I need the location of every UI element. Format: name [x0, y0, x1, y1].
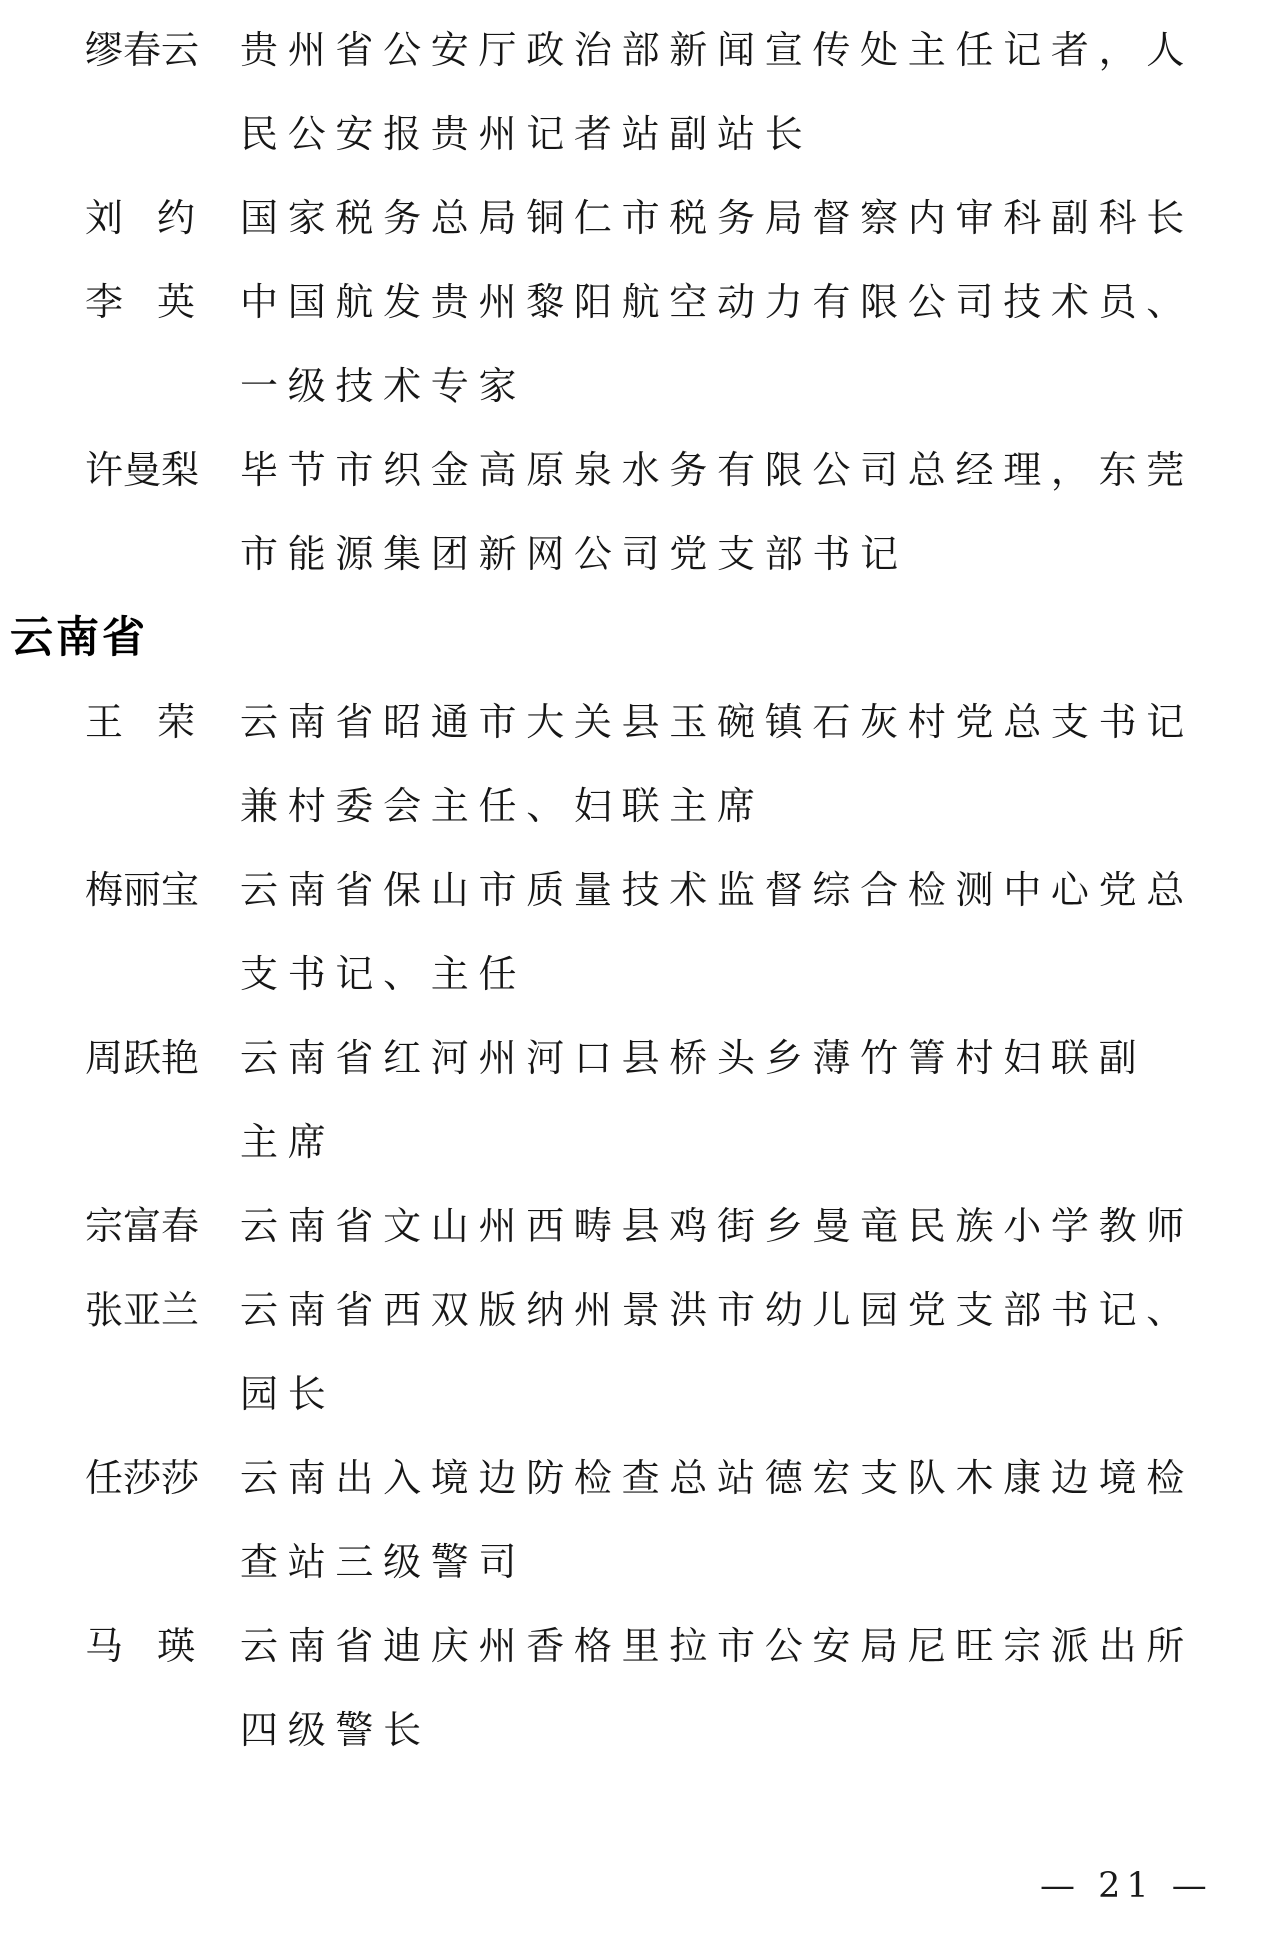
- entry-row: [0, 260, 1280, 428]
- honoree-list: [0, 8, 1280, 1772]
- entry-row: [0, 848, 1280, 1016]
- person-name: [85, 8, 200, 92]
- name-char: 李: [85, 280, 124, 324]
- name-char: 莎: [123, 1456, 162, 1500]
- person-name: [85, 680, 195, 764]
- position-line: 云南省迪庆州香格里拉市公安局尼旺宗派出所: [240, 1624, 1195, 1668]
- entry-row: [0, 428, 1280, 596]
- name-char: 约: [156, 196, 195, 240]
- name-char: 宝: [161, 868, 200, 912]
- entry-row: [0, 1436, 1280, 1604]
- position-line: 云南省文山州西畴县鸡街乡曼竜民族小学教师: [240, 1204, 1195, 1248]
- name-char: 许: [85, 448, 124, 492]
- position-lines: [240, 1268, 1280, 1436]
- position-lines: [240, 1436, 1280, 1604]
- name-char: 周: [85, 1036, 124, 1080]
- person-name: [85, 848, 200, 932]
- position-line: 云南省昭通市大关县玉碗镇石灰村党总支书记: [240, 700, 1195, 744]
- entry-row: [0, 8, 1280, 176]
- province-header: 云南省: [10, 613, 148, 663]
- name-char: 张: [85, 1288, 124, 1332]
- entry-row: [0, 1016, 1280, 1184]
- entry-row: [0, 176, 1280, 260]
- person-name: [85, 1604, 195, 1688]
- name-char: 跃: [123, 1036, 162, 1080]
- position-line: 园长: [240, 1372, 336, 1416]
- name-char: 英: [156, 280, 195, 324]
- name-char: 瑛: [156, 1624, 195, 1668]
- position-line: 云南省西双版纳州景洪市幼儿园党支部书记、: [240, 1288, 1195, 1332]
- position-line: 国家税务总局铜仁市税务局督察内审科副科长: [240, 196, 1195, 240]
- name-char: 缪: [85, 28, 124, 72]
- position-lines: [240, 848, 1280, 1016]
- person-name: [85, 1184, 200, 1268]
- position-line: 主席: [240, 1120, 336, 1164]
- position-line: 兼村委会主任、妇联主席: [240, 784, 765, 828]
- position-line: 毕节市织金高原泉水务有限公司总经理，东莞: [240, 448, 1195, 492]
- name-char: 任: [85, 1456, 124, 1500]
- position-line: 支书记、主任: [240, 952, 527, 996]
- name-char: 马: [85, 1624, 124, 1668]
- name-char: 梨: [161, 448, 200, 492]
- name-char: 莎: [161, 1456, 200, 1500]
- position-lines: [240, 176, 1280, 260]
- name-char: 曼: [123, 448, 162, 492]
- name-char: 宗: [85, 1204, 124, 1248]
- entry-row: [0, 1604, 1280, 1772]
- name-char: 富: [123, 1204, 162, 1248]
- name-char: 春: [123, 28, 162, 72]
- position-line: 云南省保山市质量技术监督综合检测中心党总: [240, 868, 1195, 912]
- name-char: 刘: [85, 196, 124, 240]
- name-char: 亚: [123, 1288, 162, 1332]
- entry-row: [0, 1184, 1280, 1268]
- position-line: 云南出入境边防检查总站德宏支队木康边境检: [240, 1456, 1195, 1500]
- name-char: 荣: [156, 700, 195, 744]
- position-lines: [240, 1184, 1280, 1268]
- name-char: 兰: [161, 1288, 200, 1332]
- entry-row: [0, 1268, 1280, 1436]
- position-lines: [240, 428, 1280, 596]
- name-char: 艳: [161, 1036, 200, 1080]
- person-name: [85, 428, 200, 512]
- name-char: 云: [161, 28, 200, 72]
- position-lines: [240, 1016, 1280, 1184]
- name-char: 梅: [85, 868, 124, 912]
- person-name: [85, 1268, 200, 1352]
- position-lines: [240, 680, 1280, 848]
- name-char: 王: [85, 700, 124, 744]
- name-char: 春: [161, 1204, 200, 1248]
- person-name: [85, 1436, 200, 1520]
- entry-row: [0, 680, 1280, 848]
- position-line: 查站三级警司: [240, 1540, 527, 1584]
- position-lines: [240, 8, 1280, 176]
- position-lines: [240, 260, 1280, 428]
- name-char: 丽: [123, 868, 162, 912]
- person-name: [85, 260, 195, 344]
- position-line: 一级技术专家: [240, 364, 527, 408]
- position-line: 贵州省公安厅政治部新闻宣传处主任记者，人: [240, 28, 1195, 72]
- page-number: — 21 —: [1040, 1866, 1213, 1906]
- position-lines: [240, 1604, 1280, 1772]
- position-line: 四级警长: [240, 1708, 431, 1752]
- position-line: 云南省红河州河口县桥头乡薄竹箐村妇联副: [240, 1036, 1147, 1080]
- position-line: 中国航发贵州黎阳航空动力有限公司技术员、: [240, 280, 1195, 324]
- position-line: 民公安报贵州记者站副站长: [240, 112, 813, 156]
- position-line: 市能源集团新网公司党支部书记: [240, 532, 908, 576]
- person-name: [85, 1016, 200, 1100]
- person-name: [85, 176, 195, 260]
